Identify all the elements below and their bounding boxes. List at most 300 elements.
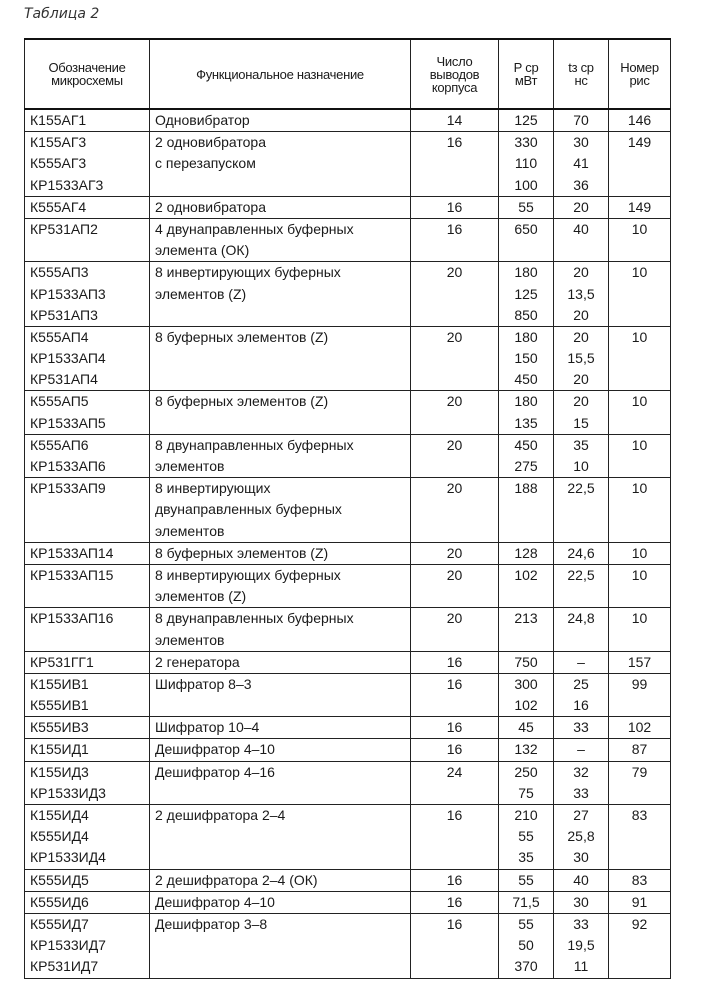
cell-fig — [609, 564, 671, 607]
table-row — [25, 326, 671, 391]
cell-fig — [609, 651, 671, 673]
cell-t-line: 32 — [573, 763, 589, 780]
cell-pins — [411, 869, 499, 891]
header-p-text: Р ср — [513, 60, 539, 75]
cell-p-line: 50 — [518, 937, 534, 954]
cell-p-line: 250 — [514, 763, 538, 780]
cell-p-line: 213 — [514, 610, 538, 627]
header-t-text: нс — [574, 73, 588, 88]
header-code-text: Обозначение — [48, 60, 126, 75]
cell-p — [499, 132, 554, 197]
cell-code-line: КР1533АП16 — [30, 610, 114, 627]
cell-code — [25, 805, 150, 870]
cell-p — [499, 891, 554, 913]
cell-fig-line: 10 — [631, 480, 648, 497]
cell-pins — [411, 608, 499, 651]
cell-p-line: 135 — [514, 414, 538, 431]
cell-fig — [609, 761, 671, 804]
cell-code — [25, 869, 150, 891]
cell-t — [554, 132, 609, 197]
cell-func-line: 8 буферных элементов (Z) — [155, 544, 329, 561]
cell-func-line: двунаправленных буферных — [155, 501, 342, 518]
cell-p-line: 188 — [514, 480, 538, 497]
cell-pins-line: 20 — [446, 393, 463, 410]
header-fig — [609, 39, 671, 109]
cell-code-line: КР1533ИД3 — [30, 784, 106, 801]
cell-func-line: 8 буферных элементов (Z) — [155, 393, 329, 410]
header-p — [499, 39, 554, 109]
cell-t-line: 22,5 — [567, 566, 595, 583]
cell-fig-line: 149 — [627, 198, 652, 215]
cell-t-line: 40 — [573, 871, 589, 888]
cell-pins-line: 16 — [446, 653, 463, 670]
cell-p-line: 55 — [518, 915, 534, 932]
table-row — [25, 434, 671, 477]
cell-t-line: 22,5 — [567, 480, 595, 497]
cell-p-line: 125 — [514, 285, 538, 302]
cell-p-line: 750 — [514, 653, 538, 670]
cell-fig — [609, 673, 671, 716]
cell-fig — [609, 478, 671, 543]
cell-code-line: К555АГ3 — [30, 155, 87, 172]
cell-pins-line: 20 — [446, 264, 463, 281]
table-row — [25, 869, 671, 891]
cell-func — [150, 739, 411, 761]
cell-p-line: 71,5 — [512, 893, 540, 910]
cell-func — [150, 608, 411, 651]
table-row — [25, 196, 671, 218]
cell-code-line: К555ИВ1 — [30, 697, 89, 714]
cell-code-line: К555ИВ3 — [30, 719, 89, 736]
cell-func — [150, 564, 411, 607]
cell-t-line: 13,5 — [567, 285, 595, 302]
header-t-text: tз ср — [568, 60, 594, 75]
cell-pins — [411, 913, 499, 978]
cell-pins-line: 20 — [446, 436, 463, 453]
table-row — [25, 391, 671, 434]
cell-t — [554, 913, 609, 978]
cell-code-line: КР1533АП5 — [30, 414, 106, 431]
cell-pins-line: 16 — [446, 871, 463, 888]
cell-t — [554, 761, 609, 804]
cell-fig — [609, 869, 671, 891]
cell-pins-line: 16 — [446, 741, 463, 758]
cell-code — [25, 196, 150, 218]
cell-pins-line: 16 — [446, 220, 463, 237]
header-fig-text: Номер — [620, 60, 659, 75]
cell-fig — [609, 262, 671, 327]
cell-pins — [411, 805, 499, 870]
cell-p — [499, 109, 554, 132]
cell-func-line: 8 инвертирующих буферных — [155, 566, 341, 583]
cell-t-line: 35 — [573, 436, 589, 453]
cell-code-line: КР531АП3 — [30, 306, 98, 323]
cell-func — [150, 869, 411, 891]
cell-code-line: К555АП4 — [30, 328, 89, 345]
cell-func — [150, 434, 411, 477]
cell-p — [499, 739, 554, 761]
cell-t-line: – — [577, 653, 585, 670]
chips-table — [24, 38, 671, 979]
cell-pins-line: 16 — [446, 134, 463, 151]
cell-t-line: 20 — [573, 306, 589, 323]
cell-pins-line: 20 — [446, 328, 463, 345]
cell-p-line: 100 — [514, 176, 538, 193]
table-row — [25, 608, 671, 651]
table-row — [25, 673, 671, 716]
cell-p-line: 370 — [514, 958, 538, 975]
cell-t-line: 33 — [573, 784, 589, 801]
cell-pins-line: 16 — [446, 893, 463, 910]
cell-p-line: 102 — [514, 697, 538, 714]
cell-func — [150, 542, 411, 564]
cell-fig-line: 10 — [631, 436, 648, 453]
cell-t — [554, 891, 609, 913]
cell-fig — [609, 391, 671, 434]
cell-p-line: 450 — [514, 436, 538, 453]
cell-func — [150, 805, 411, 870]
cell-p-line: 35 — [518, 849, 534, 866]
cell-code-line: К155АГ1 — [30, 112, 87, 128]
cell-t-line: 30 — [573, 134, 589, 151]
cell-pins-line: 20 — [446, 566, 463, 583]
cell-p-line: 55 — [518, 871, 534, 888]
cell-t-line: 15 — [573, 414, 589, 431]
cell-pins — [411, 739, 499, 761]
cell-code — [25, 262, 150, 327]
cell-func-line: элементов — [155, 522, 225, 539]
cell-t — [554, 478, 609, 543]
cell-p-line: 45 — [518, 719, 534, 736]
cell-fig-line: 10 — [631, 566, 648, 583]
header-p-text: мВт — [514, 73, 538, 88]
cell-p-line: 55 — [518, 828, 534, 845]
cell-func-line: Шифратор 8–3 — [155, 675, 252, 692]
cell-func-line: Дешифратор 4–10 — [155, 741, 275, 758]
cell-p-line: 125 — [514, 112, 538, 128]
cell-p-line: 132 — [514, 741, 538, 758]
cell-code-line: КР1533АП15 — [30, 566, 114, 583]
cell-t-line: 70 — [573, 112, 589, 128]
cell-t-line: 10 — [573, 458, 589, 474]
cell-pins — [411, 564, 499, 607]
cell-func-line: 8 двунаправленных буферных — [155, 436, 354, 453]
cell-t — [554, 109, 609, 132]
cell-t-line: 20 — [573, 198, 589, 215]
cell-func-line: Дешифратор 4–10 — [155, 893, 275, 910]
cell-fig — [609, 132, 671, 197]
cell-fig — [609, 739, 671, 761]
cell-p — [499, 805, 554, 870]
cell-t — [554, 326, 609, 391]
cell-p — [499, 326, 554, 391]
header-func-text: Функциональное назначение — [196, 66, 364, 82]
cell-fig — [609, 805, 671, 870]
cell-p-line: 300 — [514, 675, 538, 692]
table-row — [25, 542, 671, 564]
cell-pins-line: 20 — [446, 480, 463, 497]
cell-code — [25, 761, 150, 804]
cell-p — [499, 651, 554, 673]
cell-t-line: 20 — [573, 393, 589, 410]
cell-pins — [411, 434, 499, 477]
cell-code — [25, 326, 150, 391]
cell-p-line: 55 — [518, 198, 534, 215]
cell-t — [554, 608, 609, 651]
cell-p-line: 450 — [514, 371, 538, 388]
cell-func — [150, 673, 411, 716]
cell-code — [25, 673, 150, 716]
cell-p — [499, 869, 554, 891]
table-caption: Таблица 2 — [24, 6, 100, 22]
cell-func — [150, 717, 411, 739]
cell-func — [150, 891, 411, 913]
cell-pins-line: 16 — [446, 915, 463, 932]
cell-pins-line: 20 — [446, 544, 463, 561]
cell-fig — [609, 218, 671, 261]
cell-p — [499, 717, 554, 739]
cell-t-line: 36 — [573, 176, 589, 193]
cell-func-line: 4 двунаправленных буферных — [155, 220, 354, 237]
cell-func — [150, 262, 411, 327]
cell-p — [499, 434, 554, 477]
cell-t — [554, 434, 609, 477]
cell-code-line: КР531АП2 — [30, 220, 98, 237]
cell-fig-line: 83 — [631, 807, 648, 823]
cell-pins — [411, 673, 499, 716]
cell-p — [499, 761, 554, 804]
table-row — [25, 805, 671, 870]
cell-code-line: КР531ИД7 — [30, 958, 99, 975]
cell-t-line: 16 — [573, 697, 589, 714]
cell-p-line: 180 — [514, 264, 538, 281]
cell-code-line: К555АП6 — [30, 436, 89, 453]
cell-pins — [411, 891, 499, 913]
cell-fig-line: 10 — [631, 220, 648, 237]
cell-t-line: 19,5 — [567, 937, 595, 954]
cell-t-line: 40 — [573, 220, 589, 237]
cell-code-line: К555ИД5 — [30, 871, 89, 888]
cell-func — [150, 391, 411, 434]
cell-fig-line: 99 — [631, 675, 648, 692]
cell-func — [150, 913, 411, 978]
cell-func — [150, 196, 411, 218]
cell-func — [150, 651, 411, 673]
cell-p-line: 102 — [514, 566, 538, 583]
cell-fig-line: 146 — [627, 112, 652, 128]
header-code — [25, 39, 150, 109]
cell-p-line: 210 — [514, 807, 538, 823]
cell-code-line: КР1533ИД4 — [30, 849, 106, 866]
cell-t-line: 30 — [573, 893, 589, 910]
cell-func-line: 2 одновибратора — [155, 198, 266, 215]
cell-fig — [609, 542, 671, 564]
cell-func-line: элементов — [155, 458, 225, 474]
cell-pins-line: 16 — [446, 198, 463, 215]
cell-t — [554, 218, 609, 261]
table-row — [25, 651, 671, 673]
cell-fig-line: 92 — [631, 915, 648, 932]
cell-t — [554, 564, 609, 607]
cell-t-line: 25,8 — [567, 828, 595, 845]
cell-p — [499, 262, 554, 327]
cell-code-line: К155ИВ1 — [30, 675, 89, 692]
cell-code — [25, 478, 150, 543]
cell-t — [554, 717, 609, 739]
table-row — [25, 739, 671, 761]
cell-func-line: 2 генератора — [155, 653, 240, 670]
cell-pins — [411, 218, 499, 261]
cell-fig-line: 157 — [627, 653, 652, 670]
cell-func-line: 2 дешифратора 2–4 — [155, 807, 286, 823]
cell-func-line: Шифратор 10–4 — [155, 719, 260, 736]
cell-t-line: 20 — [573, 328, 589, 345]
cell-code-line: КР1533ИД7 — [30, 937, 106, 954]
header-row — [25, 39, 671, 109]
table-row — [25, 478, 671, 543]
cell-t — [554, 869, 609, 891]
cell-func-line: элементов (Z) — [155, 588, 247, 605]
cell-func-line: 2 дешифратора 2–4 (ОК) — [155, 871, 318, 888]
table-row — [25, 109, 671, 132]
cell-t-line: 24,6 — [567, 544, 595, 561]
cell-pins-line: 16 — [446, 675, 463, 692]
cell-t — [554, 651, 609, 673]
cell-func — [150, 132, 411, 197]
cell-pins — [411, 132, 499, 197]
cell-t-line: 25 — [573, 675, 589, 692]
cell-p — [499, 391, 554, 434]
cell-code-line: КР1533АП14 — [30, 544, 114, 561]
cell-t — [554, 196, 609, 218]
cell-t-line: – — [577, 741, 585, 758]
cell-code — [25, 739, 150, 761]
cell-fig-line: 10 — [631, 544, 648, 561]
cell-fig — [609, 326, 671, 391]
cell-func-line: 8 инвертирующих — [155, 480, 271, 497]
cell-t-line: 41 — [573, 155, 589, 172]
cell-code-line: КР531ГГ1 — [30, 653, 94, 670]
cell-t-line: 24,8 — [567, 610, 595, 627]
cell-func-line: 2 одновибратора — [155, 134, 266, 151]
cell-fig-line: 10 — [631, 393, 648, 410]
cell-p — [499, 673, 554, 716]
cell-p — [499, 478, 554, 543]
cell-p — [499, 564, 554, 607]
cell-fig-line: 83 — [631, 871, 648, 888]
cell-p — [499, 196, 554, 218]
cell-pins — [411, 196, 499, 218]
cell-func-line: с перезапуском — [155, 155, 256, 172]
cell-fig-line: 10 — [631, 328, 648, 345]
cell-p-line: 650 — [514, 220, 538, 237]
header-pins-text: выводов — [429, 66, 480, 82]
cell-code-line: К555ИД7 — [30, 915, 89, 932]
cell-fig-line: 79 — [631, 763, 648, 780]
cell-t-line: 15,5 — [567, 350, 595, 367]
header-pins-text: корпуса — [431, 79, 478, 95]
cell-fig — [609, 434, 671, 477]
cell-p-line: 128 — [514, 544, 538, 561]
cell-func-line: элемента (ОК) — [155, 242, 250, 259]
table-row — [25, 564, 671, 607]
cell-t-line: 27 — [573, 807, 589, 823]
cell-func-line: 8 буферных элементов (Z) — [155, 328, 329, 345]
cell-code — [25, 109, 150, 132]
header-func — [150, 39, 411, 109]
cell-code-line: КР1533АП4 — [30, 350, 106, 367]
cell-code-line: К555АП5 — [30, 393, 89, 410]
cell-code-line: КР531АП4 — [30, 371, 98, 388]
cell-fig — [609, 608, 671, 651]
cell-code — [25, 542, 150, 564]
cell-func-line: элементов (Z) — [155, 285, 247, 302]
cell-fig — [609, 913, 671, 978]
cell-pins — [411, 109, 499, 132]
cell-pins — [411, 761, 499, 804]
cell-t-line: 30 — [573, 849, 589, 866]
cell-pins-line: 24 — [446, 763, 463, 780]
cell-p — [499, 218, 554, 261]
cell-code-line: К155ИД4 — [30, 807, 89, 823]
cell-p-line: 110 — [514, 155, 538, 172]
cell-code — [25, 717, 150, 739]
cell-pins-line: 20 — [446, 610, 463, 627]
header-code-text: микросхемы — [51, 73, 123, 88]
cell-code — [25, 651, 150, 673]
cell-t — [554, 673, 609, 716]
cell-func-line: Дешифратор 4–16 — [155, 763, 275, 780]
cell-p-line: 330 — [514, 134, 538, 151]
cell-fig-line: 91 — [631, 893, 648, 910]
cell-pins — [411, 717, 499, 739]
cell-code — [25, 564, 150, 607]
cell-t — [554, 805, 609, 870]
header-fig-text: рис — [629, 73, 650, 88]
cell-t — [554, 542, 609, 564]
cell-t-line: 33 — [573, 915, 589, 932]
cell-fig-line: 10 — [631, 610, 648, 627]
cell-func-line: 8 инвертирующих буферных — [155, 264, 341, 281]
table-row — [25, 717, 671, 739]
cell-pins-line: 16 — [446, 807, 463, 823]
header-pins-text: Число — [436, 53, 473, 69]
table-row — [25, 218, 671, 261]
cell-func-line: Дешифратор 3–8 — [155, 915, 268, 932]
cell-func-line: Одновибратор — [155, 112, 250, 128]
cell-t-line: 20 — [573, 371, 589, 388]
cell-code-line: КР1533АП3 — [30, 285, 106, 302]
cell-code-line: К155АГ3 — [30, 134, 87, 151]
cell-code-line: К555ИД6 — [30, 893, 89, 910]
cell-code — [25, 891, 150, 913]
cell-code-line: КР1533АП9 — [30, 480, 106, 497]
cell-code-line: К555ИД4 — [30, 828, 89, 845]
cell-fig-line: 102 — [627, 719, 652, 736]
cell-t-line: 20 — [573, 264, 589, 281]
cell-p-line: 150 — [514, 350, 538, 367]
cell-fig — [609, 109, 671, 132]
cell-p-line: 75 — [518, 784, 534, 801]
cell-pins — [411, 391, 499, 434]
cell-code — [25, 913, 150, 978]
table-row — [25, 761, 671, 804]
cell-code — [25, 132, 150, 197]
cell-fig-line: 10 — [631, 264, 648, 281]
cell-func — [150, 109, 411, 132]
table-row — [25, 913, 671, 978]
cell-pins-line: 14 — [446, 112, 463, 128]
